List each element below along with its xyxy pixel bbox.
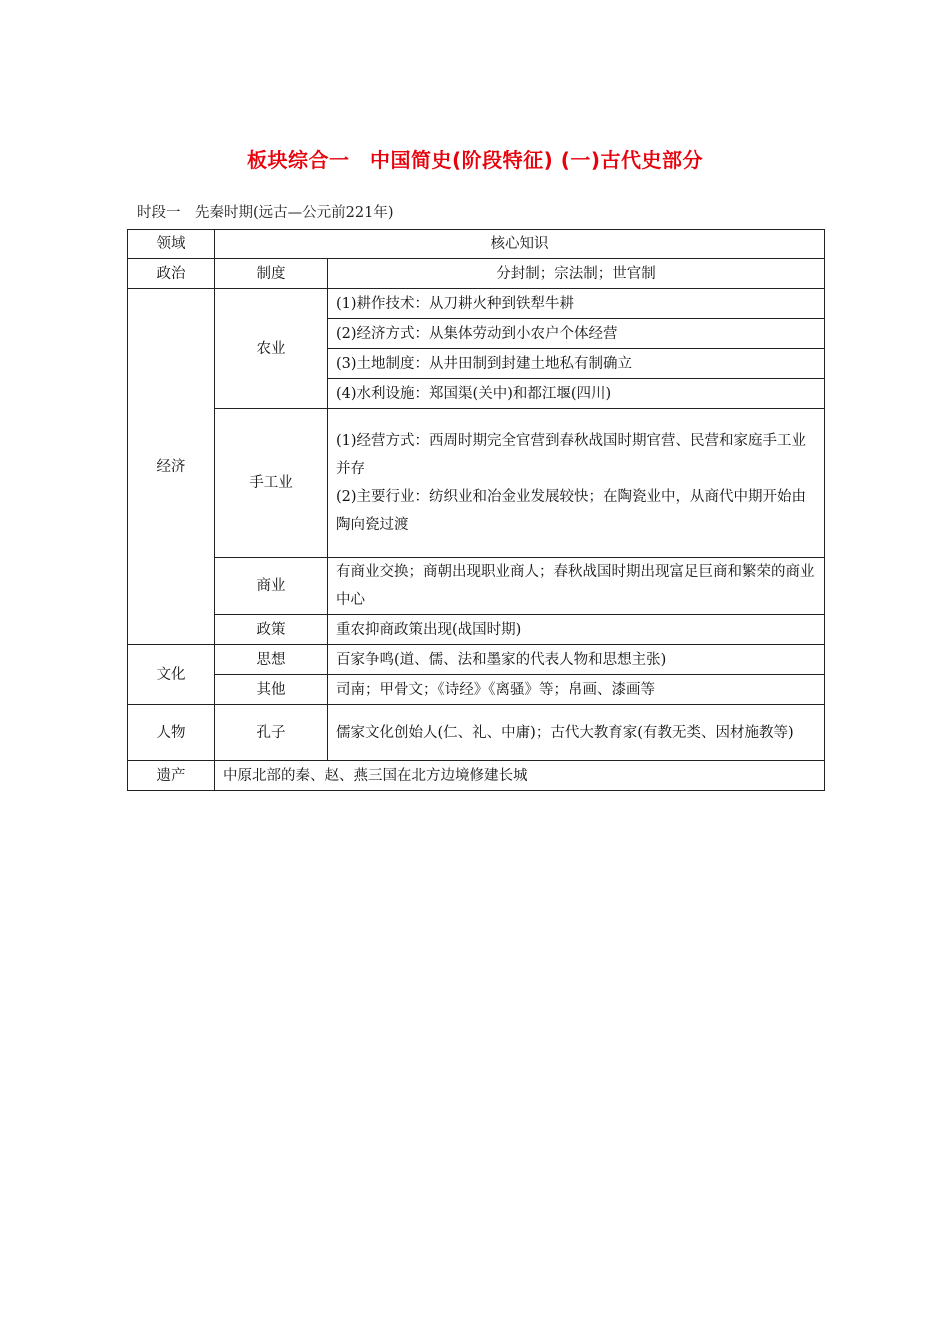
figures-sub-label: 孔子: [215, 705, 328, 761]
header-domain: 领域: [128, 230, 215, 259]
period-heading: 时段一 先秦时期(远古—公元前221年): [137, 205, 394, 221]
handicraft-label: 手工业: [215, 409, 328, 558]
handicraft-item: (1)经营方式：西周时期完全官营到春秋战国时期官营、民营和家庭手工业并存: [336, 433, 807, 477]
table-header-row: [128, 230, 825, 259]
heritage-label: 遗产: [128, 761, 215, 791]
header-knowledge: 核心知识: [215, 230, 825, 259]
heritage-content: 中原北部的秦、赵、燕三国在北方边境修建长城: [215, 761, 825, 791]
document-title: 板块综合一 中国简史(阶段特征) (一)古代史部分: [246, 148, 704, 172]
agriculture-item: (3)土地制度：从井田制到封建土地私有制确立: [328, 349, 825, 379]
table-row-politics: [128, 259, 825, 289]
figures-content: 儒家文化创始人(仁、礼、中庸)；古代大教育家(有教无类、因材施教等): [328, 705, 825, 761]
handicraft-item: (2)主要行业：纺织业和冶金业发展较快；在陶瓷业中，从商代中期开始由陶向瓷过渡: [336, 489, 807, 533]
agriculture-item: (4)水利设施：郑国渠(关中)和都江堰(四川): [328, 379, 825, 409]
other-label: 其他: [215, 675, 328, 705]
table-row-agriculture-1: [128, 289, 825, 319]
agriculture-item: (1)耕作技术：从刀耕火种到铁犁牛耕: [328, 289, 825, 319]
table-row-culture-thought: [128, 645, 825, 675]
politics-label: 政治: [128, 259, 215, 289]
figures-label: 人物: [128, 705, 215, 761]
economy-label: 经济: [128, 289, 215, 645]
policy-content: 重农抑商政策出现(战国时期): [328, 615, 825, 645]
politics-content: 分封制；宗法制；世官制: [328, 259, 825, 289]
agriculture-label: 农业: [215, 289, 328, 409]
politics-sub-label: 制度: [215, 259, 328, 289]
thought-content: 百家争鸣(道、儒、法和墨家的代表人物和思想主张): [328, 645, 825, 675]
table-row-culture-other: [128, 675, 825, 705]
other-content: 司南；甲骨文；《诗经》《离骚》等；帛画、漆画等: [328, 675, 825, 705]
table-row-figures: [128, 705, 825, 761]
thought-label: 思想: [215, 645, 328, 675]
commerce-label: 商业: [215, 558, 328, 615]
commerce-content: 有商业交换；商朝出现职业商人；春秋战国时期出现富足巨商和繁荣的商业中心: [328, 558, 825, 615]
table-row-handicraft: [128, 409, 825, 558]
history-table: [127, 229, 825, 791]
policy-label: 政策: [215, 615, 328, 645]
agriculture-item: (2)经济方式：从集体劳动到小农户个体经营: [328, 319, 825, 349]
table-row-commerce: [128, 558, 825, 615]
handicraft-content: [328, 409, 825, 558]
culture-label: 文化: [128, 645, 215, 705]
table-row-policy: [128, 615, 825, 645]
table-row-heritage: [128, 761, 825, 791]
